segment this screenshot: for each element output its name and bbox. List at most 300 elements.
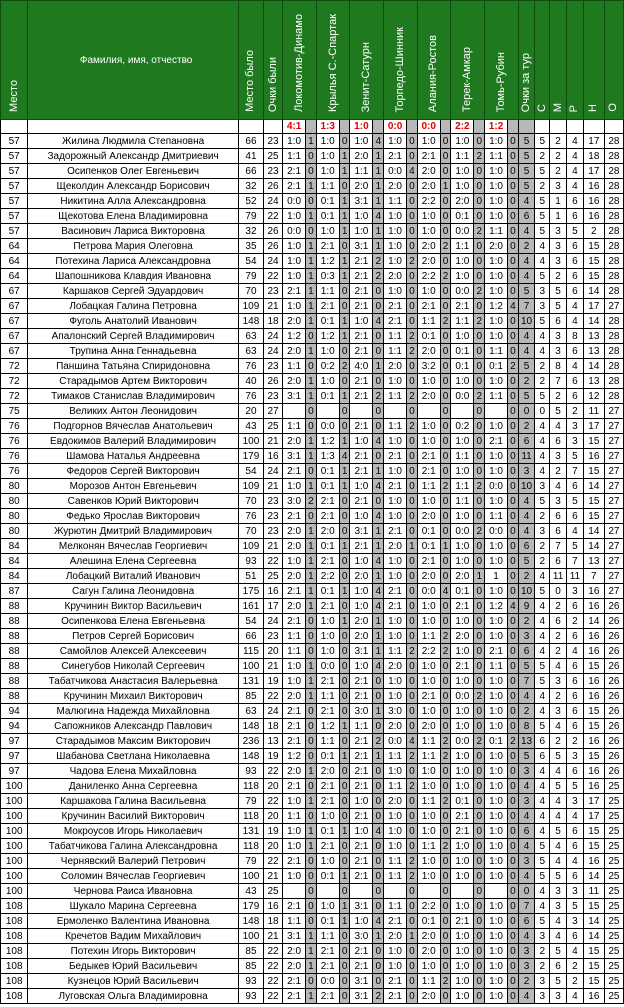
cell-n: 15 <box>583 824 604 839</box>
cell-pts-1: 0 <box>306 734 317 749</box>
cell-pts-1: 1 <box>306 764 317 779</box>
cell-pred-5: 2:1 <box>417 554 440 569</box>
cell-pred-5: 2:0 <box>417 254 440 269</box>
cell-o: 27 <box>604 419 623 434</box>
cell-pts-3: 1 <box>373 149 384 164</box>
cell-o: 27 <box>604 524 623 539</box>
cell-pred-7: 1:0 <box>484 674 507 689</box>
cell-pred-5: 1:0 <box>417 224 440 239</box>
cell-pred-1: 1:1 <box>283 914 306 929</box>
cell-prev-points: 26 <box>264 224 283 239</box>
table-row <box>1 524 624 539</box>
cell-m: 2 <box>550 149 567 164</box>
cell-place: 108 <box>1 899 28 914</box>
cell-pts-7: 0 <box>508 374 519 389</box>
cell-pred-2: 1:0 <box>316 629 339 644</box>
cell-pred-2: 1:0 <box>316 149 339 164</box>
table-row <box>1 389 624 404</box>
cell-pred-7: 1:0 <box>484 824 507 839</box>
cell-pred-6: 1:1 <box>451 314 474 329</box>
cell-pts-4: 0 <box>407 479 418 494</box>
cell-pts-4: 0 <box>407 689 418 704</box>
cell-pts-2: 0 <box>339 344 350 359</box>
cell-pred-5: 1:0 <box>417 374 440 389</box>
cell-pred-2: 1:0 <box>316 614 339 629</box>
cell-prev-points: 16 <box>264 584 283 599</box>
cell-n: 16 <box>583 209 604 224</box>
cell-pred-3: 3:1 <box>350 644 373 659</box>
cell-tour-points: 0 <box>518 404 535 419</box>
cell-prev-points: 23 <box>264 359 283 374</box>
cell-c: 4 <box>535 824 550 839</box>
cell-name: Потехина Лариса Александровна <box>28 254 238 269</box>
cell-name: Щеколдин Александр Борисович <box>28 179 238 194</box>
cell-pts-3: 4 <box>373 914 384 929</box>
cell-name: Апалонский Сергей Владимирович <box>28 329 238 344</box>
cell-pred-7: 1:0 <box>484 164 507 179</box>
cell-pts-5: 0 <box>440 209 451 224</box>
cell-pts-4: 2 <box>407 749 418 764</box>
cell-pred-5: 2:0 <box>417 164 440 179</box>
cell-tour-points: 11 <box>518 449 535 464</box>
cell-pts-5: 1 <box>440 539 451 554</box>
cell-pts-3: 0 <box>373 899 384 914</box>
cell-r: 4 <box>566 854 583 869</box>
cell-pts-1: 1 <box>306 479 317 494</box>
cell-place: 100 <box>1 809 28 824</box>
cell-tour-points: 10 <box>518 314 535 329</box>
cell-prev-points: 20 <box>264 839 283 854</box>
cell-prev-place: 76 <box>238 389 263 404</box>
cell-pts-1: 0 <box>306 719 317 734</box>
cell-n: 13 <box>583 554 604 569</box>
cell-tour-points: 0 <box>518 884 535 899</box>
cell-pts-5: 0 <box>440 689 451 704</box>
cell-prev-points: 21 <box>264 929 283 944</box>
cell-prev-place: 20 <box>238 404 263 419</box>
cell-name: Евдокимов Валерий Владимирович <box>28 434 238 449</box>
cell-tour-points: 7 <box>518 899 535 914</box>
cell-pred-3: 2:1 <box>350 779 373 794</box>
cell-m: 4 <box>550 479 567 494</box>
cell-place: 88 <box>1 659 28 674</box>
cell-pts-6: 2 <box>474 314 485 329</box>
cell-pred-5: 2:0 <box>417 389 440 404</box>
cell-pts-3: 4 <box>373 209 384 224</box>
cell-pts-2: 0 <box>339 794 350 809</box>
cell-pred-1: 1:0 <box>283 869 306 884</box>
cell-prev-points: 26 <box>264 179 283 194</box>
cell-r: 6 <box>566 764 583 779</box>
cell-place: 64 <box>1 269 28 284</box>
cell-pts-5: 0 <box>440 884 451 899</box>
cell-place: 100 <box>1 869 28 884</box>
cell-r: 6 <box>566 269 583 284</box>
cell-pred-4: 1:1 <box>383 749 406 764</box>
cell-pred-7: 1:1 <box>484 344 507 359</box>
cell-pred-7: 1:0 <box>484 989 507 1004</box>
cell-prev-points: 19 <box>264 749 283 764</box>
cell-pred-6: 1:0 <box>451 749 474 764</box>
cell-pts-4: 4 <box>407 164 418 179</box>
cell-o: 25 <box>604 794 623 809</box>
cell-o: 25 <box>604 974 623 989</box>
cell-prev-place: 51 <box>238 569 263 584</box>
cell-prev-place: 43 <box>238 419 263 434</box>
cell-prev-place: 148 <box>238 314 263 329</box>
cell-pred-2: 2:1 <box>316 299 339 314</box>
cell-pts-3: 1 <box>373 929 384 944</box>
cell-r: 6 <box>566 704 583 719</box>
cell-place: 57 <box>1 149 28 164</box>
cell-pts-7: 2 <box>508 359 519 374</box>
cell-pts-7: 0 <box>508 944 519 959</box>
cell-pred-6: 2:0 <box>451 194 474 209</box>
cell-prev-place: 179 <box>238 449 263 464</box>
cell-n: 16 <box>583 194 604 209</box>
cell-r: 4 <box>566 314 583 329</box>
cell-pts-6: 1 <box>474 569 485 584</box>
cell-pts-3: 1 <box>373 644 384 659</box>
cell-m: 2 <box>550 464 567 479</box>
cell-c: 5 <box>535 494 550 509</box>
cell-prev-points: 26 <box>264 239 283 254</box>
cell-pts-2: 1 <box>339 914 350 929</box>
cell-name: Мелконян Вячеслав Георгиевич <box>28 539 238 554</box>
cell-prev-points: 22 <box>264 854 283 869</box>
cell-n: 15 <box>583 509 604 524</box>
cell-pts-5: 2 <box>440 734 451 749</box>
cell-pred-5: 1:0 <box>417 599 440 614</box>
cell-prev-place: 32 <box>238 179 263 194</box>
cell-pred-1 <box>283 404 306 419</box>
cell-pts-5: 0 <box>440 809 451 824</box>
cell-pts-2: 1 <box>339 479 350 494</box>
cell-pts-1: 0 <box>306 914 317 929</box>
cell-r: 6 <box>566 209 583 224</box>
cell-o: 27 <box>604 584 623 599</box>
cell-pred-4: 2:0 <box>383 539 406 554</box>
cell-m: 3 <box>550 989 567 1004</box>
cell-prev-points: 24 <box>264 614 283 629</box>
cell-pts-4: 0 <box>407 704 418 719</box>
cell-c: 3 <box>535 989 550 1004</box>
cell-pts-2: 0 <box>339 854 350 869</box>
cell-r: 8 <box>566 329 583 344</box>
cell-pred-2: 0:1 <box>316 389 339 404</box>
header-match-1: Локомотив-Динамо <box>283 1 317 120</box>
cell-c: 5 <box>535 269 550 284</box>
cell-pts-1: 0 <box>306 854 317 869</box>
cell-pred-3: 2:1 <box>350 839 373 854</box>
cell-name: Федоров Сергей Викторович <box>28 464 238 479</box>
cell-pred-7: 1:0 <box>484 689 507 704</box>
cell-pred-2 <box>316 884 339 899</box>
cell-prev-place: 131 <box>238 674 263 689</box>
cell-pred-2: 2:2 <box>316 569 339 584</box>
cell-pts-4: 0 <box>407 374 418 389</box>
table-row <box>1 929 624 944</box>
cell-r: 5 <box>566 224 583 239</box>
cell-pts-3: 0 <box>373 449 384 464</box>
cell-n: 15 <box>583 899 604 914</box>
cell-o: 25 <box>604 869 623 884</box>
cell-tour-points: 4 <box>518 989 535 1004</box>
cell-place: 57 <box>1 164 28 179</box>
cell-pred-2: 2:1 <box>316 494 339 509</box>
cell-place: 84 <box>1 554 28 569</box>
cell-pts-3: 0 <box>373 374 384 389</box>
cell-pts-5: 0 <box>440 449 451 464</box>
cell-pred-1: 2:1 <box>283 164 306 179</box>
cell-pts-7: 0 <box>508 464 519 479</box>
cell-pts-4: 0 <box>407 509 418 524</box>
cell-m: 5 <box>550 284 567 299</box>
table-row <box>1 539 624 554</box>
cell-tour-points: 4 <box>518 839 535 854</box>
cell-prev-place: 79 <box>238 269 263 284</box>
cell-name: Васинович Лариса Викторовна <box>28 224 238 239</box>
cell-o: 25 <box>604 899 623 914</box>
cell-pred-3: 1:1 <box>350 164 373 179</box>
table-row <box>1 479 624 494</box>
cell-pts-5: 2 <box>440 629 451 644</box>
cell-pts-4: 0 <box>407 989 418 1004</box>
cell-pred-5: 1:1 <box>417 629 440 644</box>
cell-c: 6 <box>535 749 550 764</box>
cell-c: 4 <box>535 644 550 659</box>
cell-pred-3: 2:1 <box>350 299 373 314</box>
cell-pts-1: 1 <box>306 689 317 704</box>
cell-pred-2: 0:1 <box>316 464 339 479</box>
cell-prev-place: 148 <box>238 749 263 764</box>
cell-name: Шукало Марина Сергеевна <box>28 899 238 914</box>
cell-pred-3: 2:1 <box>350 809 373 824</box>
cell-m: 6 <box>550 959 567 974</box>
header-place: Место <box>1 1 28 120</box>
cell-pts-5: 0 <box>440 914 451 929</box>
cell-pts-5: 0 <box>440 149 451 164</box>
cell-pred-1: 1:0 <box>283 794 306 809</box>
cell-pts-1: 1 <box>306 839 317 854</box>
cell-pts-7: 0 <box>508 314 519 329</box>
cell-place: 108 <box>1 914 28 929</box>
cell-prev-points: 18 <box>264 719 283 734</box>
cell-n: 11 <box>583 884 604 899</box>
cell-c: 5 <box>535 389 550 404</box>
cell-r: 4 <box>566 989 583 1004</box>
table-row <box>1 134 624 149</box>
cell-pts-2: 0 <box>339 509 350 524</box>
cell-r: 5 <box>566 899 583 914</box>
cell-place: 88 <box>1 629 28 644</box>
cell-c: 4 <box>535 779 550 794</box>
cell-n: 15 <box>583 959 604 974</box>
cell-pts-4: 0 <box>407 284 418 299</box>
cell-pts-2: 1 <box>339 329 350 344</box>
cell-prev-points: 17 <box>264 599 283 614</box>
cell-pred-6: 1:0 <box>451 929 474 944</box>
cell-place: 72 <box>1 374 28 389</box>
cell-pred-2: 1:1 <box>316 734 339 749</box>
cell-pts-5: 0 <box>440 899 451 914</box>
cell-pts-6: 0 <box>474 359 485 374</box>
cell-r: 6 <box>566 689 583 704</box>
cell-pred-3: 2:1 <box>350 854 373 869</box>
cell-tour-points: 5 <box>518 179 535 194</box>
cell-pred-4: 1:0 <box>383 509 406 524</box>
cell-c: 2 <box>535 359 550 374</box>
cell-pred-7: 1:0 <box>484 494 507 509</box>
cell-pts-1: 1 <box>306 134 317 149</box>
cell-m: 3 <box>550 179 567 194</box>
cell-pred-6: 1:0 <box>451 164 474 179</box>
cell-pred-7: 1:0 <box>484 914 507 929</box>
cell-pred-1: 1:0 <box>283 299 306 314</box>
cell-pts-3: 1 <box>373 164 384 179</box>
cell-tour-points: 3 <box>518 464 535 479</box>
cell-o: 28 <box>604 284 623 299</box>
cell-prev-place: 109 <box>238 539 263 554</box>
cell-tour-points: 6 <box>518 434 535 449</box>
cell-pred-2: 1:2 <box>316 254 339 269</box>
cell-place: 64 <box>1 254 28 269</box>
cell-pred-1: 2:0 <box>283 524 306 539</box>
cell-pred-5: 2:1 <box>417 689 440 704</box>
cell-pred-4: 1:0 <box>383 614 406 629</box>
cell-pts-3: 1 <box>373 629 384 644</box>
cell-pts-4: 2 <box>407 329 418 344</box>
cell-pred-3: 2:1 <box>350 419 373 434</box>
cell-r: 6 <box>566 194 583 209</box>
table-row <box>1 644 624 659</box>
cell-pred-1: 2:0 <box>283 764 306 779</box>
cell-pred-1: 2:0 <box>283 599 306 614</box>
cell-tour-points: 2 <box>518 569 535 584</box>
cell-pts-5: 0 <box>440 389 451 404</box>
cell-o: 25 <box>604 929 623 944</box>
cell-prev-place: 236 <box>238 734 263 749</box>
cell-pred-6: 1:0 <box>451 764 474 779</box>
cell-o: 27 <box>604 554 623 569</box>
cell-pts-5: 0 <box>440 464 451 479</box>
cell-m: 4 <box>550 854 567 869</box>
cell-n: 14 <box>583 314 604 329</box>
cell-pred-2: 1:3 <box>316 449 339 464</box>
cell-pts-6: 0 <box>474 134 485 149</box>
cell-pts-5: 0 <box>440 524 451 539</box>
cell-pred-5: 0:0 <box>417 584 440 599</box>
cell-pred-1: 2:1 <box>283 854 306 869</box>
cell-pts-4: 2 <box>407 344 418 359</box>
cell-pred-2: 1:0 <box>316 899 339 914</box>
cell-pts-4: 0 <box>407 464 418 479</box>
cell-pred-6: 0:1 <box>451 344 474 359</box>
cell-o: 25 <box>604 839 623 854</box>
cell-pts-7: 0 <box>508 974 519 989</box>
cell-prev-points: 24 <box>264 254 283 269</box>
cell-r: 6 <box>566 869 583 884</box>
cell-pts-3: 1 <box>373 359 384 374</box>
cell-pred-4: 2:0 <box>383 179 406 194</box>
cell-pts-4: 0 <box>407 524 418 539</box>
cell-o: 28 <box>604 314 623 329</box>
cell-m: 3 <box>550 254 567 269</box>
cell-pred-2: 0:3 <box>316 269 339 284</box>
cell-pts-1: 0 <box>306 164 317 179</box>
cell-pts-7: 0 <box>508 704 519 719</box>
cell-pred-4: 1:0 <box>383 809 406 824</box>
cell-pts-7: 0 <box>508 539 519 554</box>
cell-pts-2: 0 <box>339 629 350 644</box>
cell-name: Даниленко Анна Сергеевна <box>28 779 238 794</box>
cell-pred-7: 1:0 <box>484 194 507 209</box>
cell-c: 4 <box>535 884 550 899</box>
cell-pred-2: 0:2 <box>316 359 339 374</box>
cell-pred-7: 0:0 <box>484 524 507 539</box>
cell-n: 13 <box>583 374 604 389</box>
cell-pred-3: 1:0 <box>350 314 373 329</box>
cell-pts-1: 1 <box>306 434 317 449</box>
cell-pred-6: 1:0 <box>451 329 474 344</box>
cell-pred-4: 2:1 <box>383 989 406 1004</box>
cell-pred-7: 1:1 <box>484 659 507 674</box>
cell-r: 4 <box>566 179 583 194</box>
cell-pts-2: 0 <box>339 839 350 854</box>
cell-c: 5 <box>535 839 550 854</box>
cell-pred-7: 1:0 <box>484 944 507 959</box>
cell-pts-4: 0 <box>407 719 418 734</box>
cell-pred-3: 2:1 <box>350 959 373 974</box>
cell-n: 17 <box>583 794 604 809</box>
cell-pred-5: 1:0 <box>417 659 440 674</box>
cell-pred-4: 2:1 <box>383 314 406 329</box>
cell-pred-5: 0:1 <box>417 914 440 929</box>
cell-pred-4: 1:0 <box>383 629 406 644</box>
cell-r: 4 <box>566 524 583 539</box>
cell-pts-2: 1 <box>339 164 350 179</box>
cell-pts-7: 0 <box>508 164 519 179</box>
cell-pred-5: 0:1 <box>417 539 440 554</box>
cell-o: 27 <box>604 299 623 314</box>
cell-pred-5: 2:0 <box>417 944 440 959</box>
cell-r: 3 <box>566 884 583 899</box>
cell-pts-1: 1 <box>306 584 317 599</box>
cell-prev-place: 54 <box>238 254 263 269</box>
cell-pred-5: 3:2 <box>417 359 440 374</box>
cell-tour-points: 5 <box>518 389 535 404</box>
cell-pred-4: 1:0 <box>383 764 406 779</box>
cell-pts-7: 0 <box>508 824 519 839</box>
cell-pred-4: 2:0 <box>383 929 406 944</box>
cell-pred-5: 1:0 <box>417 824 440 839</box>
cell-pred-1: 2:0 <box>283 569 306 584</box>
cell-pts-3: 0 <box>373 854 384 869</box>
cell-pts-6: 0 <box>474 194 485 209</box>
cell-name: Шабанова Светлана Николаевна <box>28 749 238 764</box>
cell-c: 2 <box>535 179 550 194</box>
cell-pts-1: 1 <box>306 989 317 1004</box>
cell-pred-3: 1:0 <box>350 554 373 569</box>
cell-pred-1: 1:0 <box>283 674 306 689</box>
cell-pts-2: 0 <box>339 554 350 569</box>
cell-pts-1: 1 <box>306 929 317 944</box>
cell-pts-1: 0 <box>306 149 317 164</box>
cell-pts-7: 0 <box>508 659 519 674</box>
cell-pred-4: 1:1 <box>383 344 406 359</box>
cell-pred-6: 2:0 <box>451 629 474 644</box>
cell-c: 3 <box>535 524 550 539</box>
